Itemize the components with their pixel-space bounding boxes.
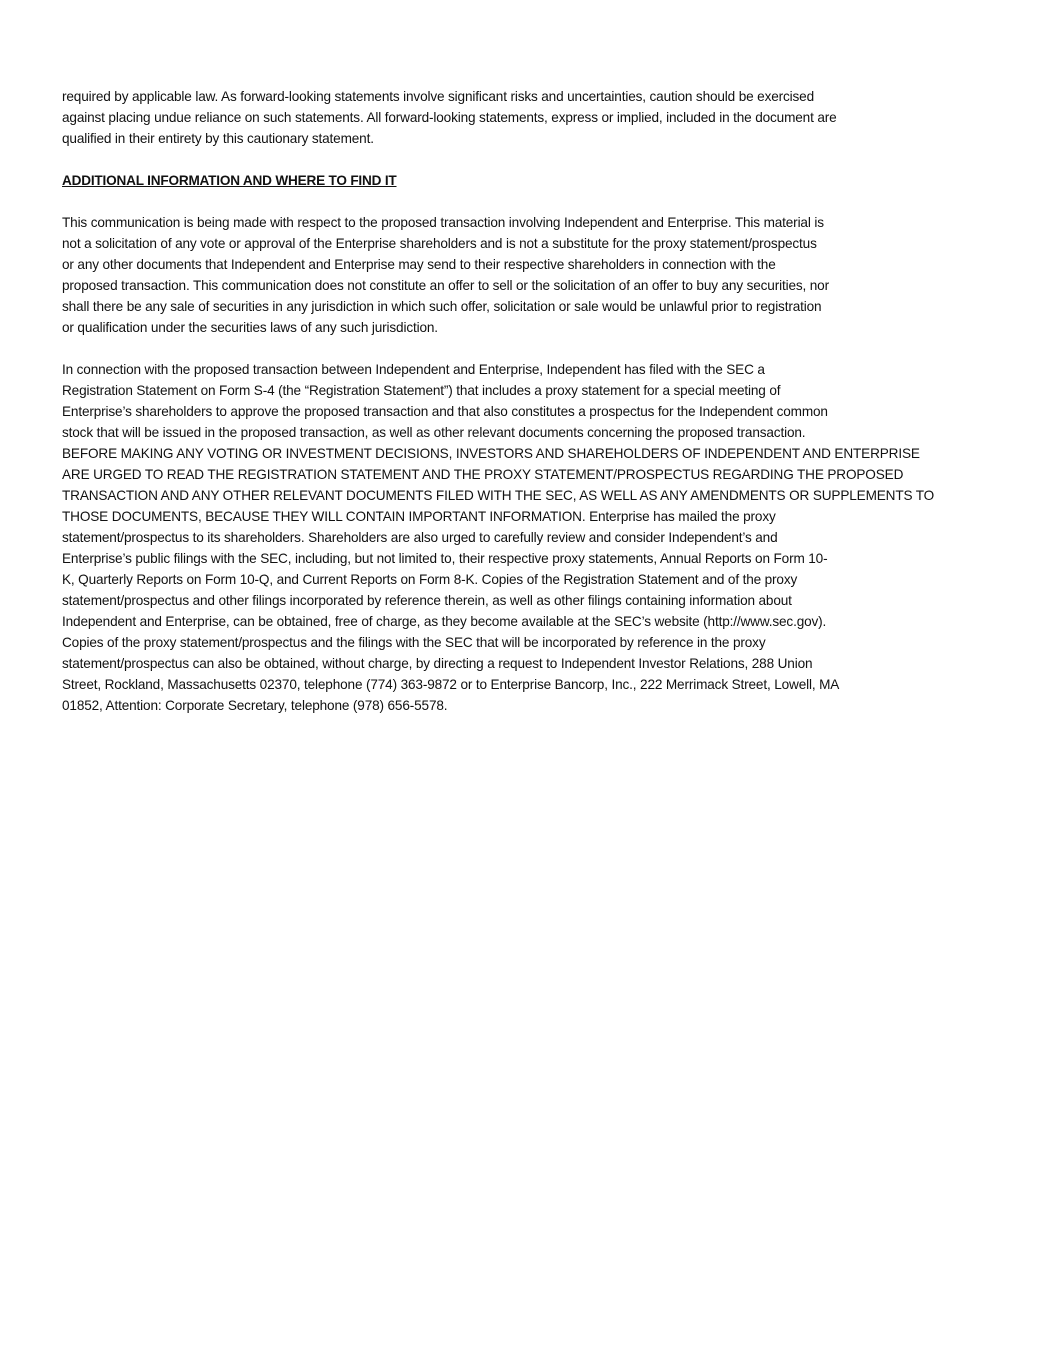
text-line: or any other documents that Independent and Enterprise may send to their respective shareholders in connection with the [62, 257, 776, 272]
text-line: K, Quarterly Reports on Form 10-Q, and Current Reports on Form 8-K. Copies of the Registration Statement and of the proxy [62, 572, 798, 587]
text-line: or qualification under the securities laws of any such jurisdiction. [62, 320, 438, 335]
text-line: Street, Rockland, Massachusetts 02370, telephone (774) 363-9872 or to Enterprise Bancorp, Inc., 222 Merrimack Street, Lowell, MA [62, 677, 840, 692]
text-line: Copies of the proxy statement/prospectus and the filings with the SEC that will be incorporated by reference in the proxy [62, 635, 766, 650]
text-line: Independent and Enterprise, can be obtained, free of charge, as they become available at the SEC’s website (http://www.sec.gov). [62, 614, 827, 629]
text-line: BEFORE MAKING ANY VOTING OR INVESTMENT DECISIONS, INVESTORS AND SHAREHOLDERS OF INDEPENDENT AND ENTERPRISE [62, 446, 920, 461]
paragraph-registration-statement [62, 359, 934, 716]
text-line: against placing undue reliance on such statements. All forward-looking statements, express or implied, included in the document are [62, 110, 837, 125]
text-line: Enterprise’s shareholders to approve the proposed transaction and that also constitutes a prospectus for the Independent common [62, 404, 828, 419]
text-line: This communication is being made with respect to the proposed transaction involving Independent and Enterprise. This material is [62, 215, 824, 230]
text-line: statement/prospectus to its shareholders. Shareholders are also urged to carefully review and consider Independent’s and [62, 530, 778, 545]
text-line: 01852, Attention: Corporate Secretary, telephone (978) 656-5578. [62, 698, 448, 713]
text-line: Enterprise’s public filings with the SEC, including, but not limited to, their respective proxy statements, Annual Reports on Form 10- [62, 551, 828, 566]
text-line: TRANSACTION AND ANY OTHER RELEVANT DOCUMENTS FILED WITH THE SEC, AS WELL AS ANY AMENDMENTS OR SUPPLEMENTS TO [62, 488, 935, 503]
section-heading: ADDITIONAL INFORMATION AND WHERE TO FIND IT [62, 173, 397, 188]
intro-paragraph [62, 86, 837, 149]
text-line: Registration Statement on Form S-4 (the “Registration Statement”) that includes a proxy statement for a special meeting of [62, 383, 781, 398]
text-line: shall there be any sale of securities in any jurisdiction in which such offer, solicitation or sale would be unlawful prior to registration [62, 299, 822, 314]
text-line: not a solicitation of any vote or approval of the Enterprise shareholders and is not a substitute for the proxy statement/prospectus [62, 236, 817, 251]
paragraph-communication-notice [62, 212, 829, 338]
text-line: statement/prospectus and other filings incorporated by reference therein, as well as other filings containing information about [62, 593, 792, 608]
text-line: stock that will be issued in the proposed transaction, as well as other relevant documents concerning the proposed transaction. [62, 425, 806, 440]
text-line: THOSE DOCUMENTS, BECAUSE THEY WILL CONTAIN IMPORTANT INFORMATION. Enterprise has mailed the proxy [62, 509, 776, 524]
text-line: ARE URGED TO READ THE REGISTRATION STATEMENT AND THE PROXY STATEMENT/PROSPECTUS REGARDING THE PROPOSED [62, 467, 904, 482]
text-line: statement/prospectus can also be obtained, without charge, by directing a request to Independent Investor Relations, 288 Union [62, 656, 813, 671]
text-line: qualified in their entirety by this cautionary statement. [62, 131, 374, 146]
text-line: In connection with the proposed transaction between Independent and Enterprise, Independent has filed with the SEC a [62, 362, 765, 377]
text-line: proposed transaction. This communication does not constitute an offer to sell or the solicitation of an offer to buy any securities, nor [62, 278, 829, 293]
text-line: required by applicable law. As forward-looking statements involve significant risks and uncertainties, caution should be exercised [62, 89, 814, 104]
